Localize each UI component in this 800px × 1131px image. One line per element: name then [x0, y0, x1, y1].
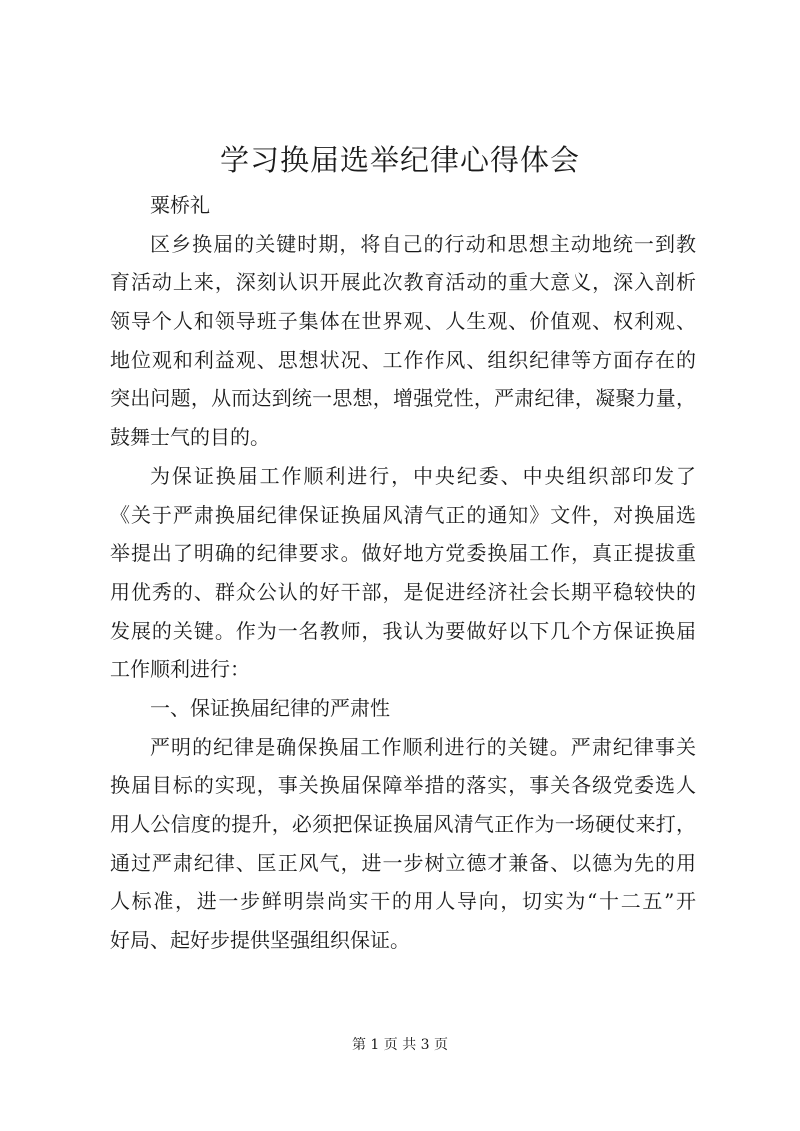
- text-line: 发展的关键。作为一名教师，我认为要做好以下几个方保证换届: [110, 618, 696, 643]
- text-line: 好局、起好步提供坚强组织保证。: [110, 928, 410, 953]
- text-line: 工作顺利进行：: [110, 657, 250, 682]
- text-line: 领导个人和领导班子集体在世界观、人生观、价值观、权利观、: [110, 309, 696, 334]
- text-line: 地位观和利益观、思想状况、工作作风、组织纪律等方面存在的: [110, 347, 696, 372]
- text-line: 通过严肃纪律、匡正风气，进一步树立德才兼备、以德为先的用: [110, 850, 696, 875]
- text-line: 为保证换届工作顺利进行，中央纪委、中央组织部印发了: [150, 463, 696, 488]
- text-line: 鼓舞士气的目的。: [110, 425, 270, 450]
- text-line: 用优秀的、群众公认的好干部，是促进经济社会长期平稳较快的: [110, 579, 696, 604]
- text-line: 粟桥礼: [150, 193, 210, 217]
- text-line: 突出问题，从而达到统一思想，增强党性，严肃纪律，凝聚力量，: [110, 386, 696, 411]
- text-line: 用人公信度的提升，必须把保证换届风清气正作为一场硬仗来打，: [110, 812, 696, 836]
- text-line: 一、保证换届纪律的严肃性: [150, 695, 390, 720]
- page-footer: 第 1 页 共 3 页: [351, 1037, 449, 1053]
- text-line: 《关于严肃换届纪律保证换届风清气正的通知》文件，对换届选: [110, 502, 696, 527]
- text-line: 严明的纪律是确保换届工作顺利进行的关键。严肃纪律事关: [150, 734, 696, 759]
- document-title: 学习换届选举纪律心得体会: [219, 143, 580, 177]
- text-line: 换届目标的实现，事关换届保障举措的落实，事关各级党委选人: [110, 773, 696, 798]
- text-line: 人标准，进一步鲜明崇尚实干的用人导向，切实为“十二五”开: [110, 889, 696, 914]
- document-body: [110, 186, 696, 960]
- text-line: 育活动上来，深刻认识开展此次教育活动的重大意义，深入剖析: [110, 270, 696, 295]
- text-line: 区乡换届的关键时期，将自己的行动和思想主动地统一到教: [150, 231, 696, 256]
- text-line: 举提出了明确的纪律要求。做好地方党委换届工作，真正提拔重: [110, 541, 696, 566]
